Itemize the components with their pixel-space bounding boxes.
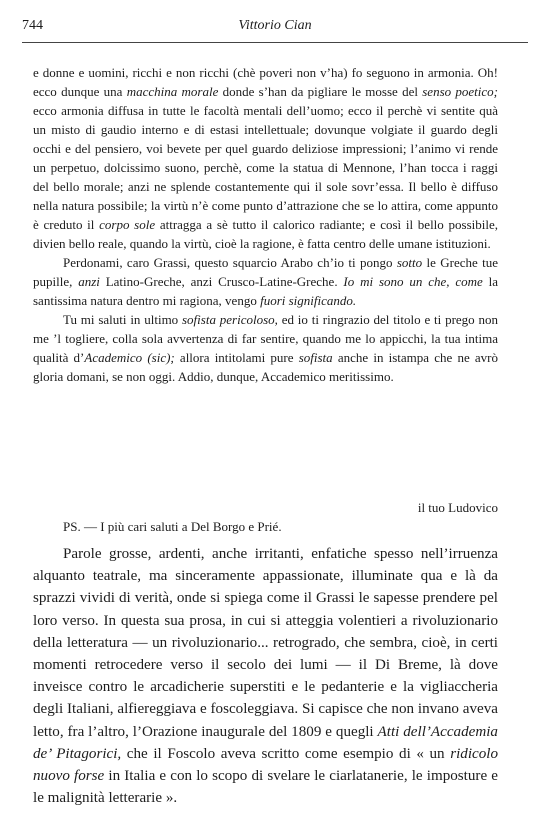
text-run: le Greche tue pupille, [33, 255, 498, 289]
text-run: Perdonami, caro Grassi, questo squarcio Arabo ch’io ti pongo [63, 255, 397, 270]
page-number: 744 [22, 18, 43, 33]
letter-paragraph [33, 310, 498, 386]
italic-text: fuori significando. [260, 293, 357, 308]
text-run: attragga a sè tutto il calorico radiante; e così il bello possibile, divien bello reale, quando la virtù, cioè la ragione, è fatta centro delle umane istituzioni. [33, 217, 498, 251]
letter-signature [33, 498, 498, 517]
commentary-paragraph [33, 543, 498, 809]
letter-paragraph [33, 253, 498, 310]
italic-text: sotto [396, 255, 423, 270]
text-run: allora intitolami pure [174, 350, 299, 365]
text-run: donde s’han da pigliare le mosse del [218, 84, 423, 99]
italic-text: corpo sole [99, 217, 156, 232]
letter-postscript: PS. — I più cari saluti a Del Borgo e Prié. [63, 519, 282, 534]
italic-text: macchina morale [126, 84, 219, 99]
italic-text: Io mi sono un che, come [343, 274, 483, 289]
italic-text: ridicolo nuovo forse [33, 745, 498, 785]
text-run: Tu mi saluti in ultimo [63, 312, 182, 327]
italic-text: senso poetico; [422, 84, 498, 99]
header-rule [22, 42, 528, 43]
letter-paragraph [33, 63, 498, 253]
text-run: ed io ti ringrazio del titolo e ti prego non me ’l togliere, colla sola avvertenza di far sentire, quando me lo appicchi, la tua intima qualità d’ [33, 312, 498, 365]
italic-text: Academico (sic); [84, 350, 175, 365]
running-title: Vittorio Cian [238, 18, 312, 33]
text-run: la santissima natura dentro mi ragiona, vengo [33, 274, 498, 308]
text-run: in Italia e con lo scopo di svelare le ciarlatanerie, le imposture e le malignità letterarie ». [33, 768, 498, 807]
text-run: anche in istampa che ne avrò gloria domani, se non oggi. Addio, dunque, Accademico meritissimo. [33, 350, 498, 384]
commentary-text [33, 543, 498, 809]
italic-text: sofista pericoloso, [182, 312, 278, 327]
text-run: ecco armonia diffusa in tutte le facoltà mentali dell’uomo; ecco il perchè vi sentite quà un misto di gaudio interno e di estasi intellettuale; dovunque volgiate il guardo degli occhi e del pensiero, voi bevete per quel guardo deliziose impressioni; l’animo vi rende un perpetuo, dolcissimo suono, perchè, come la statua di Mennone, l’han tocca i raggi del bello morale; anzi ne splende costantemente qui il sole sovr’essa. Il bello è diffuso nella natura possibile; la virtù n’è come punto d’attrazione che se lo attira, come appunto è creduto il [33, 103, 498, 232]
text-run: che il Foscolo aveva scritto come esempio di « un [121, 745, 451, 762]
quoted-letter [33, 63, 498, 386]
page-header [22, 18, 528, 44]
italic-text: anzi [78, 274, 100, 289]
text-run: e donne e uomini, ricchi e non ricchi (chè poveri non v’ha) fo seguono in armonia. Oh! ecco dunque una [33, 65, 498, 99]
italic-text: sofista [298, 350, 333, 365]
text-run: Latino-Greche, anzi Crusco-Latine-Greche. [99, 274, 344, 289]
italic-text: Atti dell’Accademia de’ Pitagorici, [33, 723, 498, 762]
signature-text: il tuo Ludovico [417, 500, 498, 515]
text-run: Parole grosse, ardenti, anche irritanti, enfatiche spesso nell’irruenza alquanto teatrale, ma sinceramente appassionate, illuminate qua e là da sprazzi vividi di verità, onde si spiega come il Grassi le sapesse prendere pel loro verso. In questa sua prosa, in cui si atteggia volentieri a rivoluzionario della letteratura — un rivoluzionario... retrogrado, che sembra, cioè, in certi momenti retrocedere verso il secolo dei lumi — il Di Breme, là dove inveisce contro le arcadicherie superstiti e le pedanterie e la vigliaccheria degli Italiani, alfiereggiava e foscoleggiava. Si capisce che non invano aveva letto, fra l’altro, l’Orazione inaugurale del 1809 e quegli [33, 546, 498, 740]
